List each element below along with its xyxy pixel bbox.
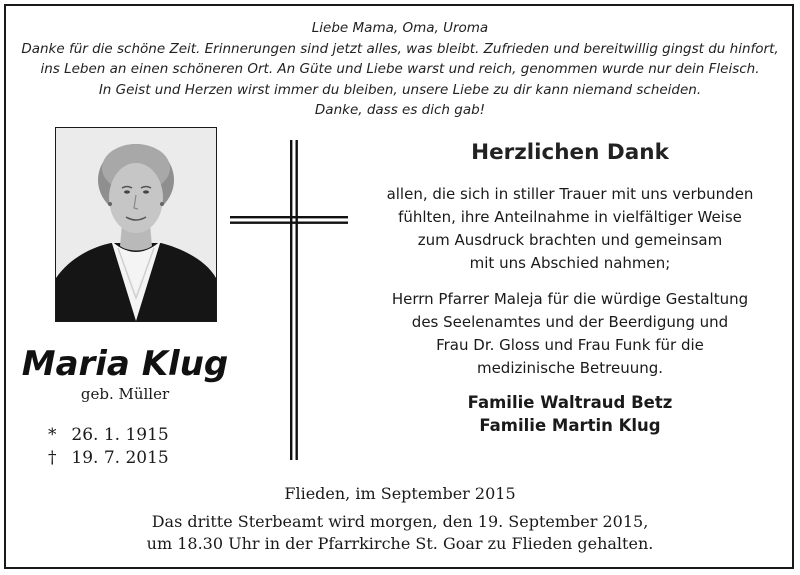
family-signatures	[352, 391, 788, 437]
notice-line: um 18.30 Uhr in der Pfarrkirche St. Goar zu Flieden gehalten.	[146, 534, 654, 553]
thanks-heading: Herzlichen Dank	[471, 140, 669, 165]
death-date: 19. 7. 2015	[71, 448, 169, 468]
poem-line: In Geist und Herzen wirst immer du bleiben, unsere Liebe zu dir kann niemand scheiden.	[98, 81, 702, 98]
poem-line: ins Leben an einen schöneren Ort. An Güte und Liebe warst und reich, genommen wurde nur dein Fleisch.	[40, 61, 760, 77]
birth-date: 26. 1. 1915	[71, 425, 169, 445]
death-cross-icon: †	[48, 448, 57, 468]
paragraph-line: fühlten, ihre Anteilnahme in vielfältiger Weise	[398, 208, 742, 226]
memorial-poem	[0, 18, 800, 121]
portrait-photo	[55, 127, 217, 322]
life-dates	[48, 424, 208, 470]
paragraph-line: zum Ausdruck brachten und gemeinsam	[417, 231, 723, 249]
paragraph-line: mit uns Abschied nahmen;	[469, 254, 671, 272]
birth-row	[48, 424, 208, 447]
poem-line: Danke, dass es dich gab!	[314, 102, 486, 118]
service-notice	[0, 483, 800, 555]
thanks-section	[352, 136, 788, 437]
poem-line: Liebe Mama, Oma, Uroma	[311, 20, 489, 36]
family-name: Familie Martin Klug	[479, 416, 661, 435]
paragraph-line: des Seelenamtes und der Beerdigung und	[411, 313, 729, 331]
paragraph-line: Herrn Pfarrer Maleja für die würdige Gestaltung	[391, 290, 749, 308]
poem-line: Danke für die schöne Zeit. Erinnerungen sind jetzt alles, was bleibt. Zufrieden und bereitwillig gingst du hinfort,	[21, 40, 779, 57]
death-row	[48, 447, 208, 470]
family-name: Familie Waltraud Betz	[467, 393, 673, 412]
place-date: Flieden, im September 2015	[284, 484, 516, 503]
birth-star-icon: *	[48, 425, 57, 445]
notice-line: Das dritte Sterbeamt wird morgen, den 19. September 2015,	[151, 512, 649, 531]
paragraph-line: Frau Dr. Gloss und Frau Funk für die	[436, 336, 704, 354]
acknowledgement-paragraph	[352, 288, 788, 380]
thanks-paragraph	[352, 183, 788, 275]
deceased-name: Maria Klug	[21, 344, 229, 384]
cross-icon	[226, 140, 352, 460]
paragraph-line: allen, die sich in stiller Trauer mit uns verbunden	[386, 185, 754, 203]
maiden-name: geb. Müller	[80, 385, 170, 403]
paragraph-line: medizinische Betreuung.	[476, 359, 664, 377]
